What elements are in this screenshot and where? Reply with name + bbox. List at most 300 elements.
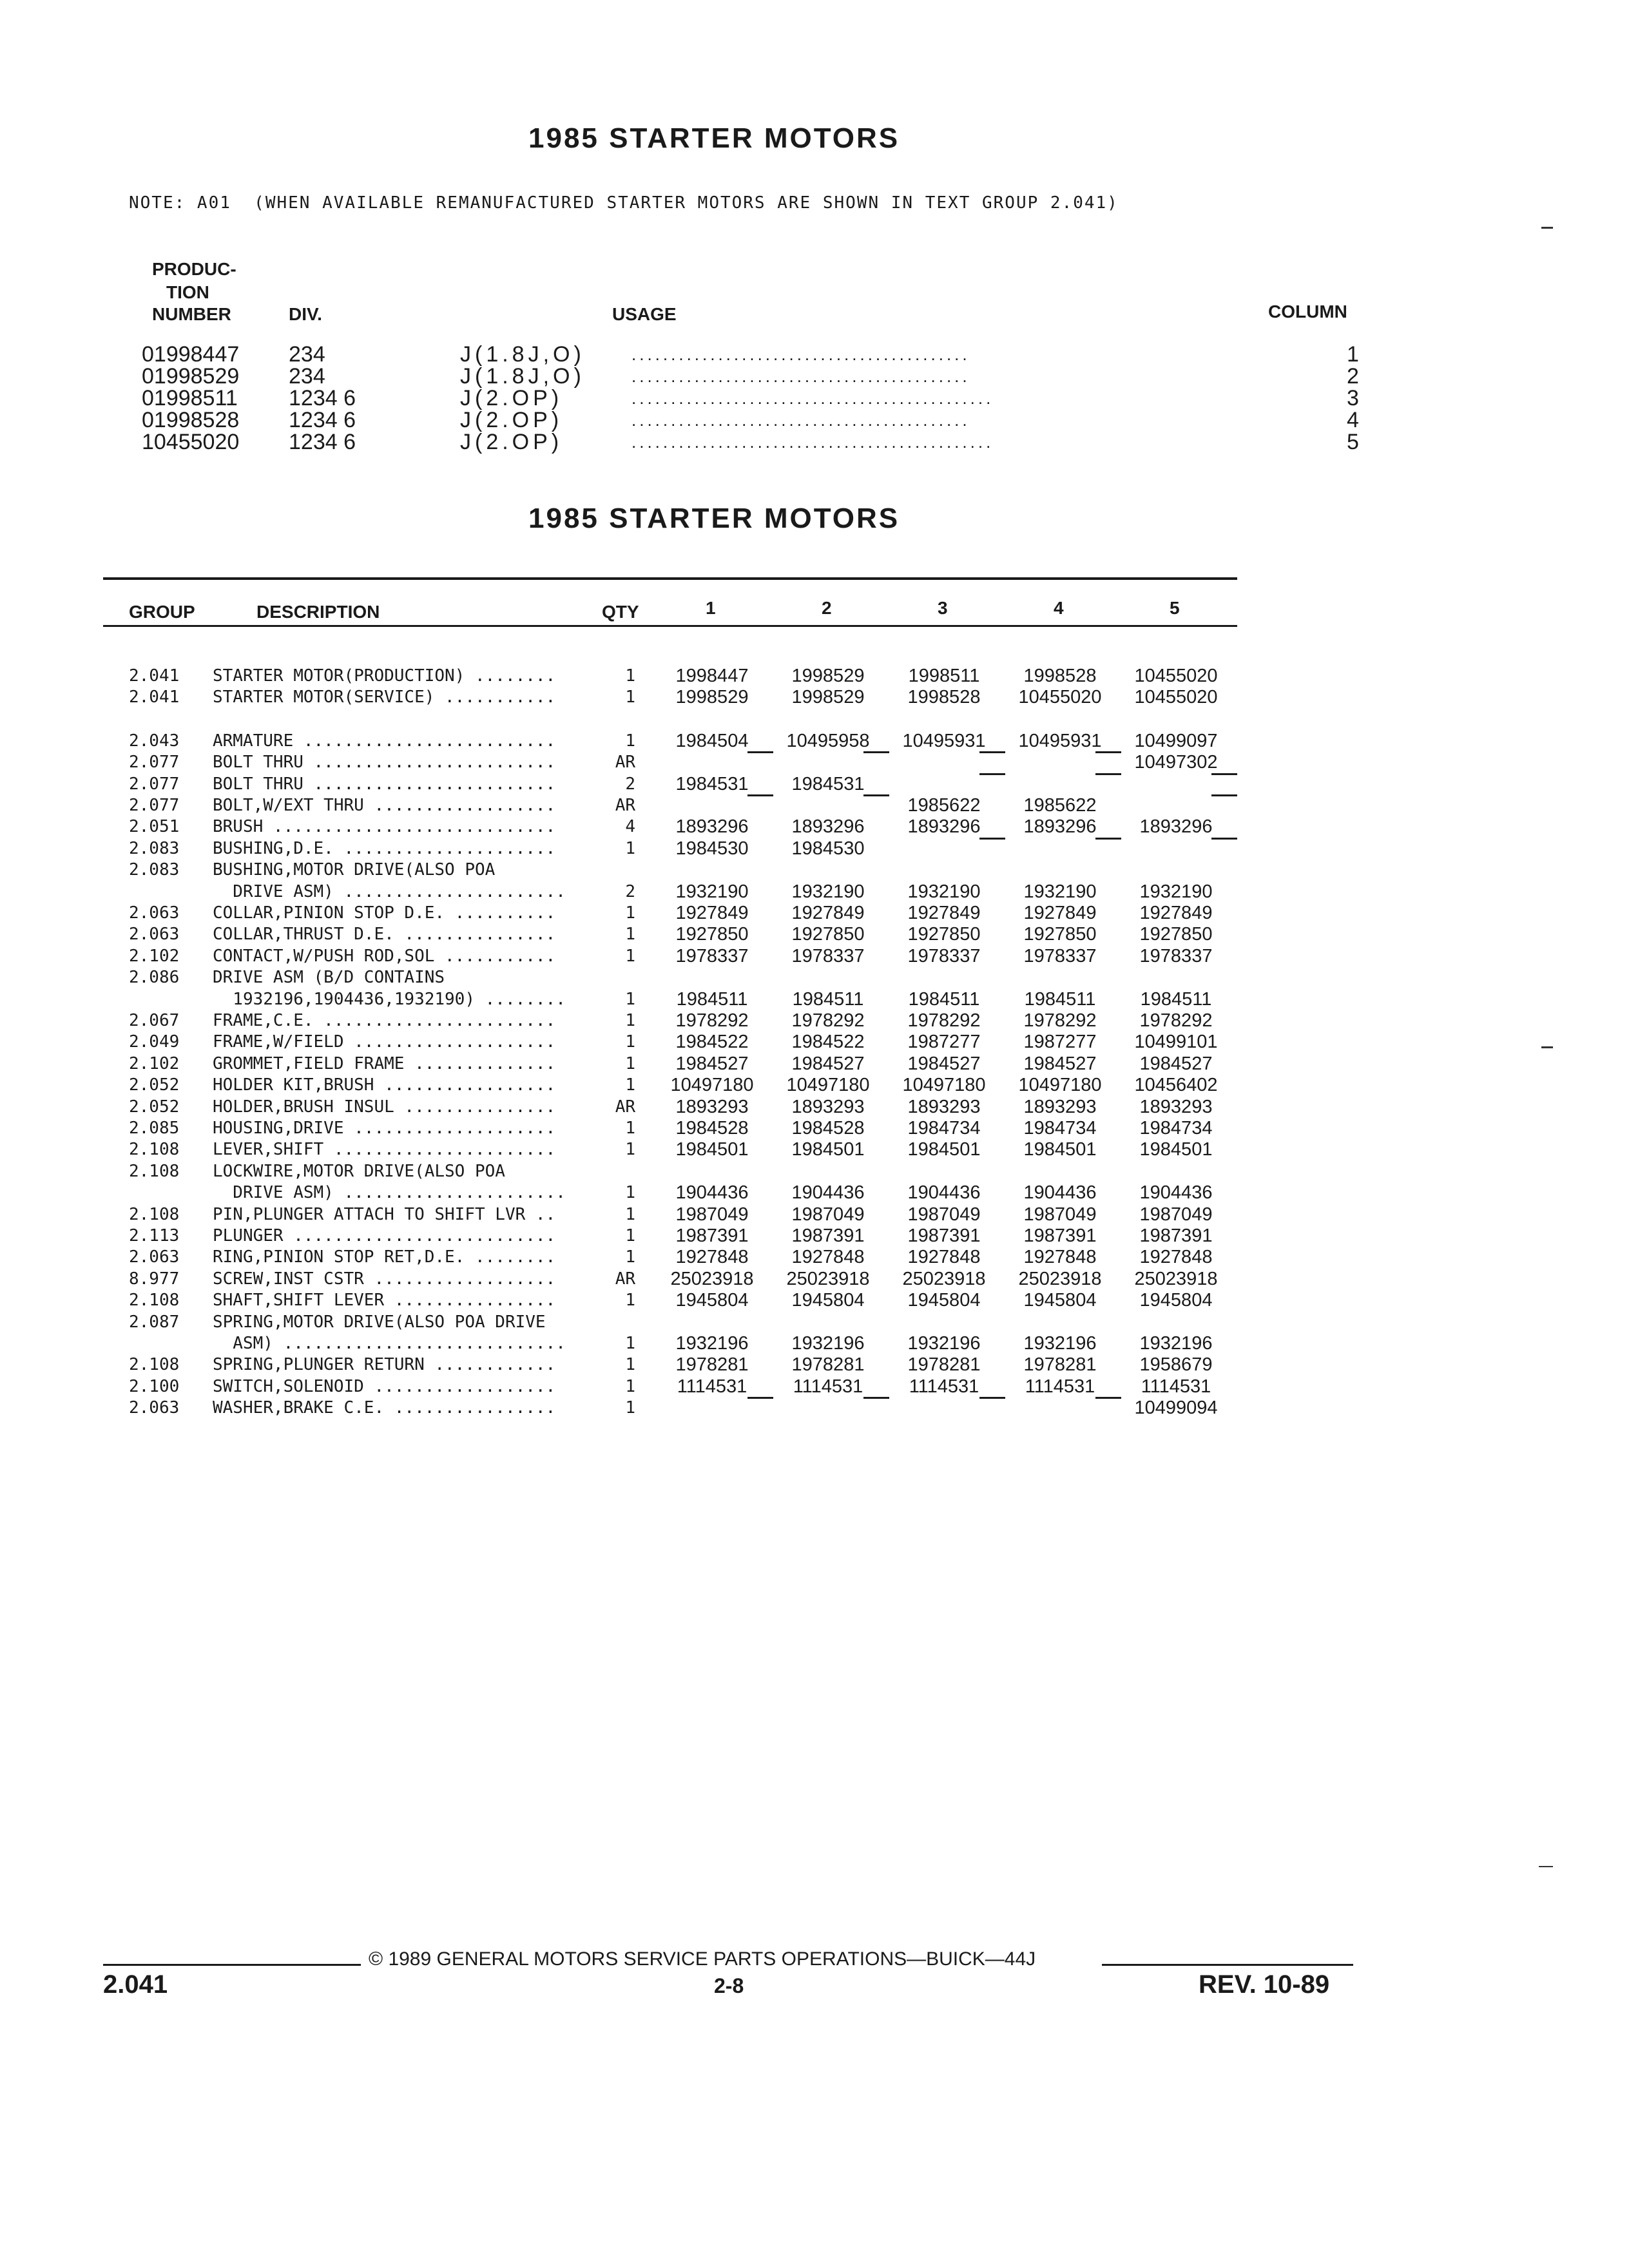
group-cell: 2.063	[129, 925, 180, 945]
part-number-cell: 10497180	[1018, 1075, 1102, 1096]
leader-dots: ...........................................	[631, 410, 970, 430]
usage-value: J(1.8J,O)	[460, 342, 585, 367]
qty-cell: AR	[615, 796, 635, 815]
description-cell: SWITCH,SOLENOID ..................	[213, 1376, 556, 1396]
part-number-cell: 1984527	[675, 1053, 749, 1074]
part-number-cell: 1984527	[1023, 1053, 1097, 1074]
part-number-cell: 1978292	[791, 1010, 865, 1031]
part-number-cell: 1984501	[1139, 1139, 1213, 1160]
dash-mark	[979, 773, 1005, 775]
part-number-cell: 1904436	[907, 1182, 981, 1204]
part-number-cell: 1984531	[791, 773, 865, 794]
part-number-cell: 1945804	[675, 1290, 749, 1311]
part-number-cell: 10499094	[1134, 1398, 1218, 1419]
column-value: 3	[1347, 386, 1359, 410]
part-number-cell: 10495931	[1018, 730, 1102, 751]
table-row	[0, 1225, 1629, 1247]
part-number-cell: 1927848	[675, 1247, 749, 1268]
part-number-cell: 10497180	[786, 1075, 870, 1096]
group-cell: 2.063	[129, 1247, 180, 1267]
description-cell: 1932196,1904436,1932190) ........	[213, 989, 566, 1009]
part-number-cell: 1984501	[907, 1139, 981, 1160]
dash-mark	[1095, 1397, 1121, 1399]
dash-mark	[863, 1397, 889, 1399]
description-cell: PLUNGER ..........................	[213, 1226, 556, 1245]
part-number-cell: 1984511	[1024, 988, 1096, 1010]
description-cell: ARMATURE .........................	[213, 731, 556, 751]
description-cell: PIN,PLUNGER ATTACH TO SHIFT LVR ..	[213, 1204, 556, 1224]
part-number-cell: 1998529	[791, 666, 865, 686]
part-number-cell: 1984531	[675, 773, 749, 794]
part-number-cell: 1927850	[675, 924, 749, 945]
part-number-cell: 1114531	[909, 1376, 979, 1397]
part-number-cell: 10499101	[1134, 1032, 1218, 1053]
table-row	[0, 966, 1629, 988]
page-title: 1985 STARTER MOTORS	[528, 122, 900, 154]
qty-cell: 1	[625, 1291, 635, 1311]
table-row	[0, 988, 1629, 1010]
table-row	[0, 1268, 1629, 1290]
part-number-cell: 1932196	[1139, 1333, 1213, 1354]
table-row	[0, 902, 1629, 924]
part-number-cell: 1998529	[791, 687, 865, 708]
usage-value: J(2.OP)	[460, 386, 563, 410]
production-header-line2: TION	[166, 282, 209, 302]
table-row	[0, 1117, 1629, 1139]
table-row	[0, 923, 1629, 945]
qty-cell: 1	[625, 1053, 635, 1073]
part-number-cell: 1984501	[675, 1139, 749, 1160]
part-number-cell: 1893293	[675, 1096, 749, 1117]
part-number-cell: 1987391	[675, 1225, 749, 1246]
qty-cell: 1	[625, 1011, 635, 1030]
part-number-cell: 1984527	[907, 1053, 981, 1074]
description-cell: HOUSING,DRIVE ....................	[213, 1119, 556, 1138]
qty-cell: 1	[625, 731, 635, 751]
table-row	[0, 945, 1629, 967]
group-cell: 2.049	[129, 1032, 180, 1052]
part-number-cell: 1998511	[908, 666, 980, 686]
qty-cell: 1	[625, 1398, 635, 1418]
part-number-cell: 1893293	[1139, 1096, 1213, 1117]
group-cell: 2.051	[129, 817, 180, 837]
qty-cell: 1	[625, 1226, 635, 1245]
description-cell: ASM) ............................	[213, 1334, 566, 1353]
description-cell: HOLDER,BRUSH INSUL ...............	[213, 1097, 556, 1117]
div-value: 234	[289, 342, 325, 367]
part-number-cell: 1984522	[675, 1032, 749, 1053]
part-number-cell: 10455020	[1018, 687, 1102, 708]
description-cell: BUSHING,D.E. .....................	[213, 838, 556, 858]
part-number-cell: 1978292	[675, 1010, 749, 1031]
part-number-cell: 10456402	[1134, 1075, 1218, 1096]
part-number-cell: 1987391	[791, 1225, 865, 1246]
part-number-cell: 1927849	[675, 903, 749, 923]
group-cell: 2.077	[129, 796, 180, 815]
group-cell: 2.102	[129, 946, 180, 966]
dash-mark	[979, 838, 1005, 840]
description-cell: STARTER MOTOR(PRODUCTION) ........	[213, 666, 556, 686]
page-number: 2-8	[714, 1974, 744, 1997]
qty-cell: 4	[625, 817, 635, 837]
part-number-cell: 1927848	[791, 1247, 865, 1268]
group-cell: 2.086	[129, 968, 180, 988]
parts-title: 1985 STARTER MOTORS	[528, 503, 900, 534]
part-number-cell: 25023918	[1134, 1268, 1218, 1289]
usage-value: J(1.8J,O)	[460, 364, 585, 389]
part-number-cell: 1932196	[907, 1333, 981, 1354]
description-cell: FRAME,W/FIELD ....................	[213, 1032, 556, 1052]
qty-cell: 1	[625, 1376, 635, 1396]
table-row	[0, 816, 1629, 838]
qty-cell: 1	[625, 666, 635, 686]
part-number-cell: 1978337	[907, 945, 981, 966]
group-cell: 2.108	[129, 1204, 180, 1224]
qty-cell: 1	[625, 1119, 635, 1138]
part-number-cell: 1927850	[1023, 924, 1097, 945]
part-number-cell: 1987049	[675, 1204, 749, 1225]
production-number: 10455020	[142, 430, 240, 454]
group-cell: 2.083	[129, 860, 180, 880]
part-number-cell: 1114531	[793, 1376, 863, 1397]
description-cell: BOLT THRU ........................	[213, 774, 556, 794]
part-number-cell: 1945804	[1023, 1290, 1097, 1311]
section-number: 2.041	[103, 1970, 168, 1999]
leader-dots: ...........................................	[631, 367, 970, 386]
part-number-cell: 1987049	[791, 1204, 865, 1225]
dash-mark	[747, 794, 773, 796]
table-row	[0, 730, 1629, 752]
part-number-cell: 25023918	[1018, 1268, 1102, 1289]
qty-cell: 2	[625, 881, 635, 901]
group-cell: 2.063	[129, 903, 180, 923]
table-row	[0, 1397, 1629, 1419]
qty-cell: 1	[625, 1334, 635, 1353]
qty-cell: 1	[625, 1247, 635, 1267]
part-number-cell: 1893296	[1023, 816, 1097, 838]
group-cell: 2.108	[129, 1140, 180, 1160]
part-number-cell: 10497180	[902, 1075, 986, 1096]
part-number-cell: 1978337	[675, 945, 749, 966]
dash-mark	[1211, 838, 1237, 840]
part-number-cell: 1893296	[675, 816, 749, 838]
div-header: DIV.	[289, 304, 322, 324]
part-number-cell: 1114531	[1141, 1376, 1211, 1397]
description-cell: LEVER,SHIFT ......................	[213, 1140, 556, 1160]
dash-mark	[1095, 751, 1121, 753]
description-cell: DRIVE ASM) ......................	[213, 881, 566, 901]
part-number-cell: 1987049	[907, 1204, 981, 1225]
qty-cell: 2	[625, 774, 635, 794]
description-cell: DRIVE ASM) ......................	[213, 1183, 566, 1203]
table-row	[0, 838, 1629, 860]
description-cell: BRUSH ............................	[213, 817, 556, 837]
dash-mark	[979, 1397, 1005, 1399]
description-cell: COLLAR,THRUST D.E. ...............	[213, 925, 556, 945]
part-number-cell: 1987049	[1023, 1204, 1097, 1225]
column-value: 4	[1347, 408, 1359, 432]
part-number-cell: 1927850	[1139, 924, 1213, 945]
description-cell: FRAME,C.E. .......................	[213, 1011, 556, 1030]
copyright-text: © 1989 GENERAL MOTORS SERVICE PARTS OPERATIONS—BUICK—44J	[369, 1948, 1036, 1970]
part-number-cell: 1978292	[1023, 1010, 1097, 1031]
footer-rule-left	[103, 1964, 361, 1966]
part-number-cell: 1958679	[1139, 1354, 1213, 1376]
column-value: 5	[1347, 430, 1359, 454]
col5-header: 5	[1170, 598, 1180, 618]
description-cell: RING,PINION STOP RET,D.E. ........	[213, 1247, 556, 1267]
production-number: 01998511	[142, 386, 238, 410]
description-cell: DRIVE ASM (B/D CONTAINS	[213, 968, 445, 988]
table-row	[0, 1311, 1629, 1333]
part-number-cell: 25023918	[902, 1268, 986, 1289]
description-cell: BUSHING,MOTOR DRIVE(ALSO POA	[213, 860, 496, 880]
leader-dots: ..............................................	[631, 389, 994, 408]
group-cell: 2.108	[129, 1291, 180, 1311]
part-number-cell: 1984527	[791, 1053, 865, 1074]
div-value: 1234 6	[289, 430, 356, 454]
table-row	[0, 1074, 1629, 1096]
part-number-cell: 1978292	[1139, 1010, 1213, 1031]
part-number-cell: 1984734	[907, 1118, 981, 1139]
group-cell: 2.108	[129, 1161, 180, 1181]
part-number-cell: 1984734	[1023, 1118, 1097, 1139]
qty-cell: AR	[615, 1269, 635, 1289]
dash-mark	[979, 751, 1005, 753]
div-value: 234	[289, 364, 325, 389]
production-header-line1: PRODUC-	[152, 259, 236, 279]
description-cell: BOLT THRU ........................	[213, 753, 556, 773]
table-row	[0, 1289, 1629, 1311]
production-header-line3: NUMBER	[152, 304, 231, 324]
dash-mark	[863, 751, 889, 753]
part-number-cell: 1984511	[908, 988, 980, 1010]
part-number-cell: 1932190	[1139, 881, 1213, 902]
part-number-cell: 1927850	[907, 924, 981, 945]
part-number-cell: 1984511	[1140, 988, 1212, 1010]
description-cell: LOCKWIRE,MOTOR DRIVE(ALSO POA	[213, 1161, 505, 1181]
margin-mark	[1541, 227, 1553, 229]
part-number-cell: 1945804	[791, 1290, 865, 1311]
part-number-cell: 1932190	[791, 881, 865, 902]
group-cell: 2.043	[129, 731, 180, 751]
part-number-cell: 1978281	[791, 1354, 865, 1376]
table-row	[0, 859, 1629, 881]
qty-cell: 1	[625, 1355, 635, 1375]
usage-value: J(2.OP)	[460, 408, 563, 432]
dash-mark	[1211, 773, 1237, 775]
usage-value: J(2.OP)	[460, 430, 563, 454]
part-number-cell: 1987049	[1139, 1204, 1213, 1225]
part-number-cell: 1927848	[907, 1247, 981, 1268]
table-row	[0, 665, 1629, 687]
part-number-cell: 10455020	[1134, 687, 1218, 708]
part-number-cell: 1987277	[907, 1032, 981, 1053]
part-number-cell: 1927849	[791, 903, 865, 923]
part-number-cell: 1927848	[1139, 1247, 1213, 1268]
table-row	[0, 1096, 1629, 1118]
table-row	[0, 1246, 1629, 1268]
description-cell: GROMMET,FIELD FRAME ..............	[213, 1053, 556, 1073]
part-number-cell: 1945804	[907, 1290, 981, 1311]
col1-header: 1	[706, 598, 716, 618]
part-number-cell: 1987391	[907, 1225, 981, 1246]
part-number-cell: 1927849	[1139, 903, 1213, 923]
part-number-cell: 1978337	[1023, 945, 1097, 966]
table-row	[0, 881, 1629, 903]
part-number-cell: 1985622	[1023, 795, 1097, 816]
part-number-cell: 10455020	[1134, 666, 1218, 686]
part-number-cell: 1932190	[907, 881, 981, 902]
qty-cell: 1	[625, 903, 635, 923]
description-cell: BOLT,W/EXT THRU ..................	[213, 796, 556, 815]
dash-mark	[863, 794, 889, 796]
part-number-cell: 1114531	[677, 1376, 747, 1397]
qty-cell: 1	[625, 687, 635, 707]
group-cell: 2.102	[129, 1053, 180, 1073]
description-cell: COLLAR,PINION STOP D.E. ..........	[213, 903, 556, 923]
qty-cell: 1	[625, 1032, 635, 1052]
part-number-cell: 1893293	[791, 1096, 865, 1117]
part-number-cell: 1893293	[907, 1096, 981, 1117]
col4-header: 4	[1054, 598, 1064, 618]
part-number-cell: 10495958	[786, 730, 870, 751]
dash-mark	[1095, 838, 1121, 840]
part-number-cell: 25023918	[786, 1268, 870, 1289]
qty-cell: 1	[625, 1183, 635, 1203]
qty-cell: 1	[625, 838, 635, 858]
part-number-cell: 1984504	[675, 730, 749, 751]
part-number-cell: 1904436	[791, 1182, 865, 1204]
part-number-cell: 1978281	[1023, 1354, 1097, 1376]
col3-header: 3	[938, 598, 948, 618]
part-number-cell: 1904436	[1023, 1182, 1097, 1204]
table-row	[0, 1332, 1629, 1354]
part-number-cell: 1978337	[1139, 945, 1213, 966]
qty-cell: AR	[615, 753, 635, 773]
column-value: 2	[1347, 364, 1359, 389]
group-cell: 2.085	[129, 1119, 180, 1138]
group-cell: 2.063	[129, 1398, 180, 1418]
group-cell: 2.083	[129, 838, 180, 858]
part-number-cell: 1998528	[907, 687, 981, 708]
part-number-cell: 1984511	[676, 988, 748, 1010]
part-number-cell: 1998529	[675, 687, 749, 708]
qty-cell: 1	[625, 989, 635, 1009]
part-number-cell: 1984511	[792, 988, 864, 1010]
part-number-cell: 1984501	[791, 1139, 865, 1160]
margin-mark	[1539, 1866, 1553, 1867]
part-number-cell: 1893296	[907, 816, 981, 838]
part-number-cell: 1932190	[675, 881, 749, 902]
qty-cell: 1	[625, 946, 635, 966]
part-number-cell: 25023918	[670, 1268, 754, 1289]
qty-cell: AR	[615, 1097, 635, 1117]
group-cell: 2.067	[129, 1011, 180, 1030]
usage-header: USAGE	[612, 304, 677, 324]
table-top-rule	[103, 577, 1237, 580]
part-number-cell: 10497180	[670, 1075, 754, 1096]
part-number-cell: 1978281	[675, 1354, 749, 1376]
qty-cell: 1	[625, 1140, 635, 1160]
part-number-cell: 1987277	[1023, 1032, 1097, 1053]
col2-header: 2	[822, 598, 832, 618]
part-number-cell: 1998447	[675, 666, 749, 686]
description-header: DESCRIPTION	[256, 602, 380, 622]
usage-row	[142, 386, 1359, 410]
table-row	[0, 1053, 1629, 1075]
group-cell: 8.977	[129, 1269, 180, 1289]
description-cell: WASHER,BRAKE C.E. ................	[213, 1398, 556, 1418]
table-row	[0, 1182, 1629, 1204]
table-row	[0, 1031, 1629, 1053]
group-cell: 2.041	[129, 666, 180, 686]
group-cell: 2.113	[129, 1226, 180, 1245]
note-text: NOTE: A01 (WHEN AVAILABLE REMANUFACTURED STARTER MOTORS ARE SHOWN IN TEXT GROUP 2.041)	[129, 193, 1119, 213]
qty-cell: 1	[625, 1075, 635, 1095]
group-cell: 2.052	[129, 1097, 180, 1117]
part-number-cell: 1893293	[1023, 1096, 1097, 1117]
part-number-cell: 1978292	[907, 1010, 981, 1031]
column-value: 1	[1347, 342, 1359, 367]
table-row	[0, 1354, 1629, 1376]
description-cell: SPRING,PLUNGER RETURN ............	[213, 1355, 556, 1375]
group-cell: 2.052	[129, 1075, 180, 1095]
usage-row	[142, 408, 1359, 432]
part-number-cell: 1904436	[1139, 1182, 1213, 1204]
group-cell: 2.077	[129, 774, 180, 794]
part-number-cell: 1984522	[791, 1032, 865, 1053]
div-value: 1234 6	[289, 386, 356, 410]
footer-rule-right	[1102, 1964, 1353, 1966]
table-row	[0, 1010, 1629, 1032]
dash-mark	[747, 1397, 773, 1399]
part-number-cell: 1932196	[675, 1333, 749, 1354]
group-cell: 2.100	[129, 1376, 180, 1396]
production-number: 01998529	[142, 364, 240, 389]
production-number: 01998528	[142, 408, 240, 432]
description-cell: HOLDER KIT,BRUSH .................	[213, 1075, 556, 1095]
part-number-cell: 1984530	[791, 838, 865, 859]
part-number-cell: 1893296	[791, 816, 865, 838]
part-number-cell: 1984530	[675, 838, 749, 859]
group-header: GROUP	[129, 602, 195, 622]
column-header: COLUMN	[1268, 302, 1347, 322]
part-number-cell: 1984528	[675, 1118, 749, 1139]
part-number-cell: 10495931	[902, 730, 986, 751]
div-value: 1234 6	[289, 408, 356, 432]
table-row	[0, 773, 1629, 795]
part-number-cell: 10499097	[1134, 730, 1218, 751]
table-header-rule	[103, 625, 1237, 627]
description-cell: SHAFT,SHIFT LEVER ................	[213, 1291, 556, 1311]
group-cell: 2.087	[129, 1312, 180, 1332]
part-number-cell: 1998528	[1023, 666, 1097, 686]
part-number-cell: 1984527	[1139, 1053, 1213, 1074]
part-number-cell: 1927848	[1023, 1247, 1097, 1268]
part-number-cell: 1114531	[1025, 1376, 1095, 1397]
group-cell: 2.077	[129, 753, 180, 773]
qty-cell: 1	[625, 1204, 635, 1224]
part-number-cell: 1984501	[1023, 1139, 1097, 1160]
group-cell: 2.041	[129, 687, 180, 707]
usage-row	[142, 430, 1359, 454]
qty-cell: 1	[625, 925, 635, 945]
dash-mark	[747, 751, 773, 753]
revision-label: REV. 10-89	[1199, 1970, 1330, 1999]
qty-header: QTY	[602, 602, 639, 622]
part-number-cell: 1932190	[1023, 881, 1097, 902]
